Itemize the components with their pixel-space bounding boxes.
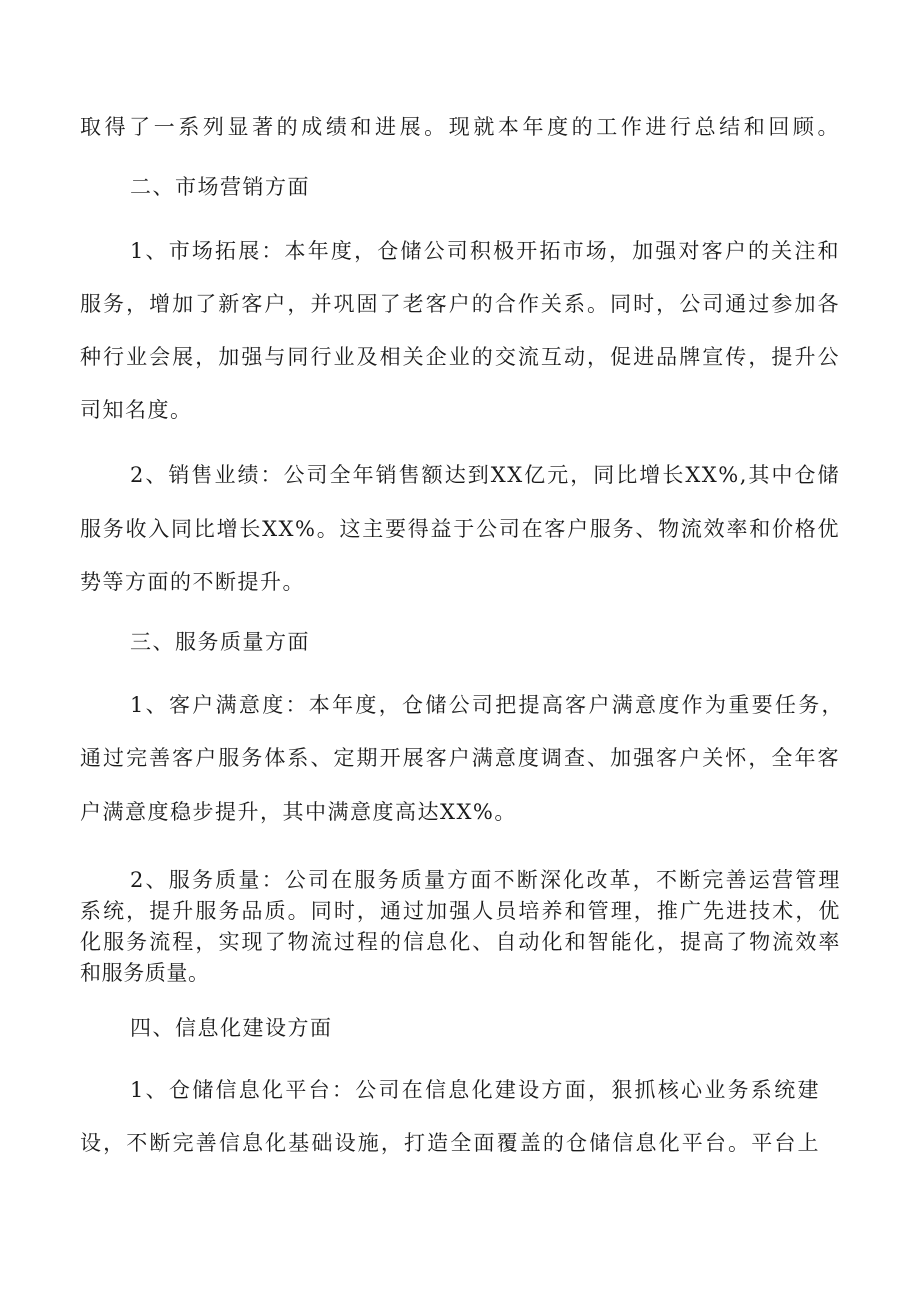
paragraph-line: 司知名度。 [80, 398, 193, 422]
paragraph-line: 2、服务质量：公司在服务质量方面不断深化改革，不断完善运营管理 [130, 868, 840, 892]
paragraph-line: 种行业会展，加强与同行业及相关企业的交流互动，促进品牌宣传，提升公 [80, 345, 840, 369]
paragraph-line: 和服务质量。 [80, 961, 210, 985]
paragraph-line: 户满意度稳步提升，其中满意度高达XX%。 [80, 800, 517, 824]
section-heading-marketing: 二、市场营销方面 [130, 175, 310, 199]
section-heading-informatization: 四、信息化建设方面 [130, 1016, 333, 1040]
paragraph-line: 1、客户满意度：本年度，仓储公司把提高客户满意度作为重要任务， [130, 693, 844, 717]
paragraph-line: 通过完善客户服务体系、定期开展客户满意度调查、加强客户关怀，全年客 [80, 746, 840, 770]
paragraph-line: 2、销售业绩：公司全年销售额达到XX亿元，同比增长XX%,其中仓储 [130, 463, 840, 487]
paragraph-line: 化服务流程，实现了物流过程的信息化、自动化和智能化，提高了物流效率 [80, 930, 840, 954]
paragraph-line: 势等方面的不断提升。 [80, 570, 305, 594]
paragraph-line: 1、仓储信息化平台：公司在信息化建设方面，狠抓核心业务系统建 [130, 1078, 820, 1102]
paragraph-line: 设，不断完善信息化基础设施，打造全面覆盖的仓储信息化平台。平台上 [80, 1131, 820, 1155]
section-heading-service-quality: 三、服务质量方面 [130, 630, 310, 654]
intro-line: 取得了一系列显著的成绩和进展。现就本年度的工作进行总结和回顾。 [80, 115, 840, 139]
paragraph-line: 服务收入同比增长XX%。这主要得益于公司在客户服务、物流效率和价格优 [80, 517, 840, 541]
paragraph-line: 服务，增加了新客户，并巩固了老客户的合作关系。同时，公司通过参加各 [80, 292, 840, 316]
paragraph-line: 系统，提升服务品质。同时，通过加强人员培养和管理，推广先进技术，优 [80, 899, 840, 923]
paragraph-line: 1、市场拓展：本年度，仓储公司积极开拓市场，加强对客户的关注和 [130, 239, 840, 263]
